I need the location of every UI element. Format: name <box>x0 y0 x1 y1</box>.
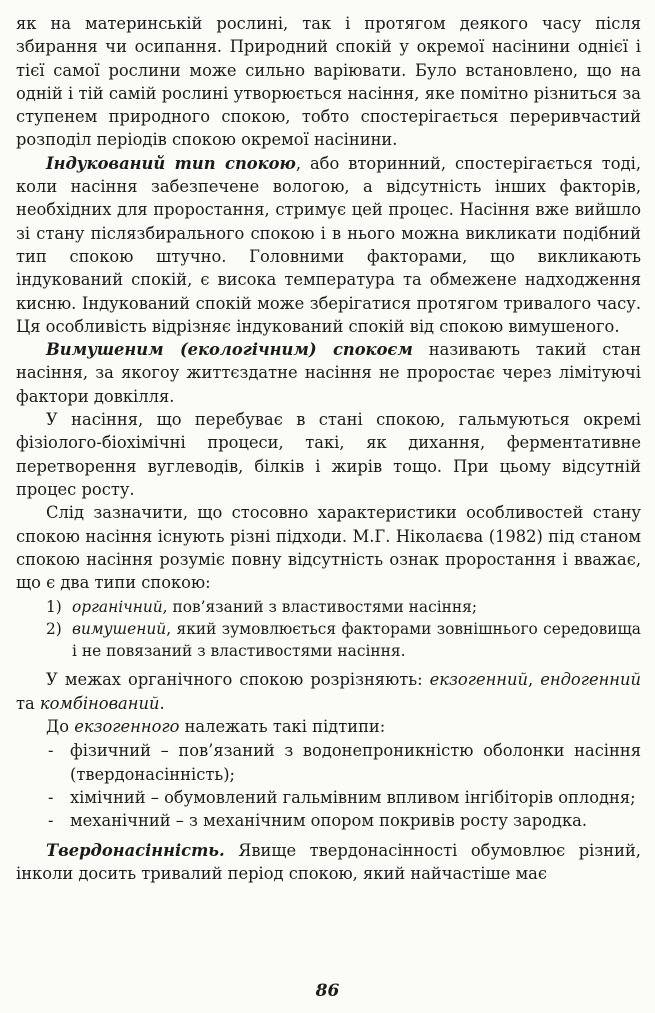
list-item <box>16 618 641 662</box>
list-dash: - <box>48 811 54 831</box>
term-forced-dormancy: Вимушеним (екологічним) спокоєм <box>46 340 413 360</box>
paragraph-forced-text: називають такий стан насіння, за якогоу життєздатне насіння не проростає через лімітуючі фактори довкілля. <box>16 340 641 406</box>
paragraph-induced-dormancy <box>16 152 641 338</box>
paragraph-hard-seededness <box>16 839 641 886</box>
list-item-text: хімічний – обумовлений гальмівним впливом інгібіторів оплодня; <box>70 787 636 807</box>
list-item <box>16 596 641 618</box>
paragraph-induced-text: , або вторинний, спостерігається тоді, коли насіння забезпечене вологою, а відсутність інших факторів, необхідних для проростання, стримує цей процес. Насіння вже вийшло зі стану післязбирального спокою і в нього можна викликати подібний тип спокою штучно. Головними факторами, що викликають індукований спокій, є висока температура та обмежене надходження кисню. Індукований спокій може зберігатися протягом тривалого часу. Ця особливість відрізняє індукований спокій від спокою вимушеного. <box>16 153 641 336</box>
list-item <box>16 786 641 809</box>
list-dash: - <box>48 741 54 761</box>
page-number: 86 <box>315 981 340 1001</box>
paragraph-natural-dormancy: як на материнській рослині, так і протягом деякого часу після збирання чи осипання. Природний спокій у окремої насінини однієї і тієї самої рослини може сильно варіювати. Було встановлено, що на одній і тій самій рослині утворюється насіння, яке помітно різниться за ступенем природного спокою, тобто спостерігається переривчастий розподіл періодів спокою окремої насінини. <box>16 14 641 150</box>
paragraph-inhibited-processes: У насіння, що перебуває в стані спокою, гальмуються окремі фізіолого-біохімічні процеси, такі, як дихання, ферментативне перетворення вуглеводів, білків і жирів тощо. При цьому відсутній процес росту. <box>16 410 641 499</box>
list-item-text: , пов’язаний з властивостями насіння; <box>162 598 478 617</box>
term-combined: комбінований <box>39 693 160 713</box>
term-induced-dormancy: Індукований тип спокою <box>46 153 296 173</box>
paragraph-approaches: Слід зазначити, що стосовно характеристики особливостей стану спокою насіння існують різні підходи. М.Г. Ніколаєва (1982) під станом спокою насіння розуміє повну відсутність ознак проростання і вважає, що є два типи спокою: <box>16 503 641 593</box>
exogenous-pre: До <box>46 717 75 737</box>
paragraph-forced-dormancy <box>16 338 641 408</box>
exogenous-subtypes-list <box>16 739 641 832</box>
list-item-text: , який зумовлюється факторами зовнішнього середовища і не повязаний з властивостями насіння. <box>72 620 641 661</box>
paragraph-organic-subtypes <box>16 668 641 715</box>
list-dash: - <box>48 787 54 807</box>
exogenous-post: належать такі підтипи: <box>179 717 386 737</box>
list-item-term: органічний <box>72 598 163 617</box>
list-item-text: механічний – з механічним опором покривів росту зародка. <box>70 811 588 831</box>
organic-intro: У межах органічного спокою розрізняють: <box>46 670 430 690</box>
term-hard-seededness: Твердонасінність. <box>46 840 225 860</box>
list-item <box>16 739 641 786</box>
paragraph-hard-seededness-text: Явище твердонасінності обумовлює різний, інколи досить тривалий період спокою, який найчастіше має <box>16 840 641 883</box>
period: . <box>159 693 165 713</box>
term-endogenous: ендогенний <box>540 670 641 690</box>
term-exogenous: екзогенний <box>429 670 528 690</box>
dormancy-types-list <box>16 596 641 662</box>
list-item-term: вимушений <box>72 620 167 639</box>
paragraph-exogenous-intro <box>16 715 641 738</box>
separator: та <box>16 693 40 713</box>
list-item-number: 2) <box>46 620 62 639</box>
separator: , <box>528 670 541 690</box>
list-item-number: 1) <box>46 598 62 617</box>
list-item-text: фізичний – пов’язаний з водонепроникністю оболонки насіння (твердонасінність); <box>70 741 641 784</box>
list-item <box>16 809 641 832</box>
term-exogenous-genitive: екзогенного <box>74 717 180 737</box>
